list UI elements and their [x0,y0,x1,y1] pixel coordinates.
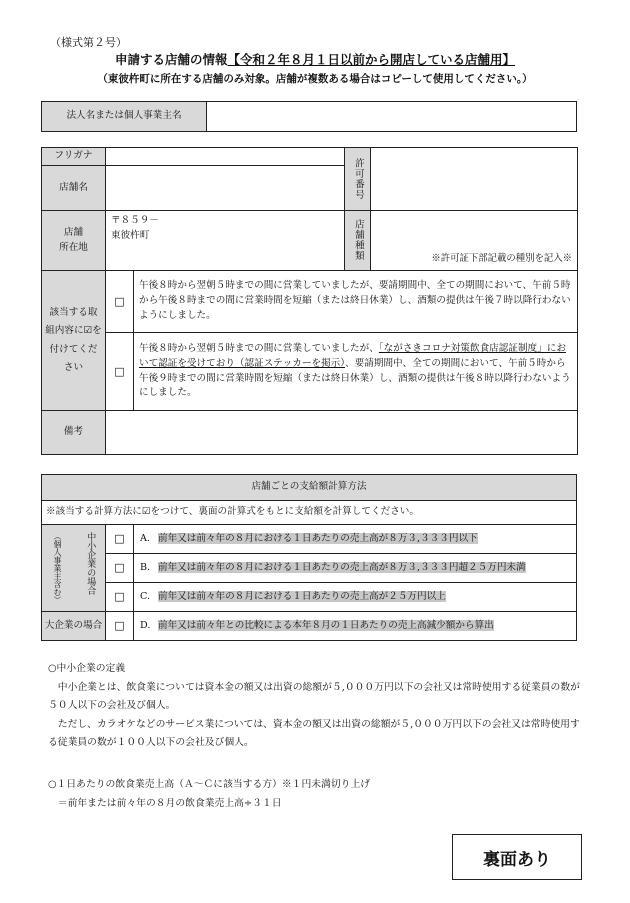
furigana-field[interactable] [106,148,345,166]
applicant-name-table [41,101,577,132]
postal-code: 〒８５９－ [111,215,159,226]
option-b-checkbox[interactable]: □ [106,554,134,583]
daily-sales-heading: ○１日あたりの飲食業売上高（Ａ～Ｃに該当する方）※１円未満切り上げ [48,779,371,790]
measure1-text: 午後８時から翌朝５時までの間に営業していましたが、要請期間中、全ての期間において、午前５時から午後８時までの間に営業時間を短縮（または終日休業）し、酒類の提供は午後７時以降行わないようにしました。 [134,271,578,333]
back-side-notice: 裏面あり [452,834,582,880]
daily-sales-section [48,776,588,813]
address-label: 店舗 所在地 [42,211,106,271]
address-field[interactable] [106,211,345,271]
measure2-checkbox[interactable]: □ [106,333,134,411]
option-c: C. 前年又は前々年の８月における１日あたりの売上高が２５万円以上 [134,583,577,612]
measure1-checkbox[interactable]: □ [106,271,134,333]
shop-name-label: 店舗名 [42,166,106,211]
calc-header: 店舗ごとの支給額計算方法 [42,475,577,501]
shop-kind-note: ※許可証下部記載の種別を記入※ [431,253,572,265]
option-d: D. 前年又は前々年との比較による本年８月の１日あたりの売上高減少額から算出 [134,612,577,641]
daily-sales-formula: ＝前年または前々年の８月の飲食業売上高÷３１日 [57,797,282,809]
sme-def-heading: ○中小企業の定義 [48,663,126,674]
option-d-checkbox[interactable]: □ [106,612,134,641]
remarks-field[interactable] [106,411,578,455]
page-subtitle: （東彼杵町に所在する店舗のみ対象。店舗が複数ある場合はコピーして使用してください。） [97,73,533,85]
permit-number-label: 許可番号 [345,148,371,211]
sme-def-para1: 中小企業とは、飲食業については資本金の額又は出資の総額が５,０００万円以下の会社又は常時使用する従業員の数が５０人以下の会社及び個人。 [48,681,580,712]
large-label: 大企業の場合 [42,612,106,641]
title-bracket: 【令和２年８月１日以前から開店している店舗用】 [227,52,516,67]
sme-label: 中小企業の場合 （個人事業主含む） [42,525,106,612]
option-c-checkbox[interactable]: □ [106,583,134,612]
applicant-name-field[interactable] [207,102,577,132]
applicant-name-label: 法人名または個人事業主名 [42,102,207,132]
option-b: B. 前年又は前々年の８月における１日あたりの売上高が８万３,３３３円超２５万円未満 [134,554,577,583]
measure2-text: 午後８時から翌朝５時までの間に営業していましたが、「ながさきコロナ対策飲食店認証制度」において認証を受けており（認証ステッカーを掲示）、要請期間中、全ての期間において、午前５時から午後９時までの間に営業時間を短縮（または終日休業）し、酒類の提供は午後８時以降行わないようにしました。 [134,333,578,411]
calc-instruction: ※該当する計算方法に☑をつけて、裏面の計算式をもとに支給額を計算してください。 [42,501,577,525]
sme-definition [48,660,588,753]
shop-info-table [41,147,578,455]
page-title [0,50,630,68]
shop-name-field[interactable] [106,166,345,211]
furigana-label: フリガナ [42,148,106,166]
sme-def-para2: ただし、カラオケなどのサービス業については、資本金の額又は出資の総額が５,０００万円以下の会社又は常時使用する従業員の数が１００人以下の会社及び個人。 [48,718,580,749]
shop-kind-label: 店舗種類 [345,211,371,271]
form-number: （様式第２号） [50,36,127,49]
remarks-label: 備考 [42,411,106,455]
option-a-checkbox[interactable]: □ [106,525,134,554]
shop-kind-field[interactable] [371,211,578,271]
town-name: 東彼杵町 [111,229,150,241]
calc-method-table [41,474,577,641]
measures-label: 該当する取組内容に☑を付けてください [42,271,106,411]
title-main: 申請する店舗の情報 [114,52,228,67]
permit-number-field[interactable] [371,148,578,211]
option-a: A. 前年又は前々年の８月における１日あたりの売上高が８万３,３３３円以下 [134,525,577,554]
